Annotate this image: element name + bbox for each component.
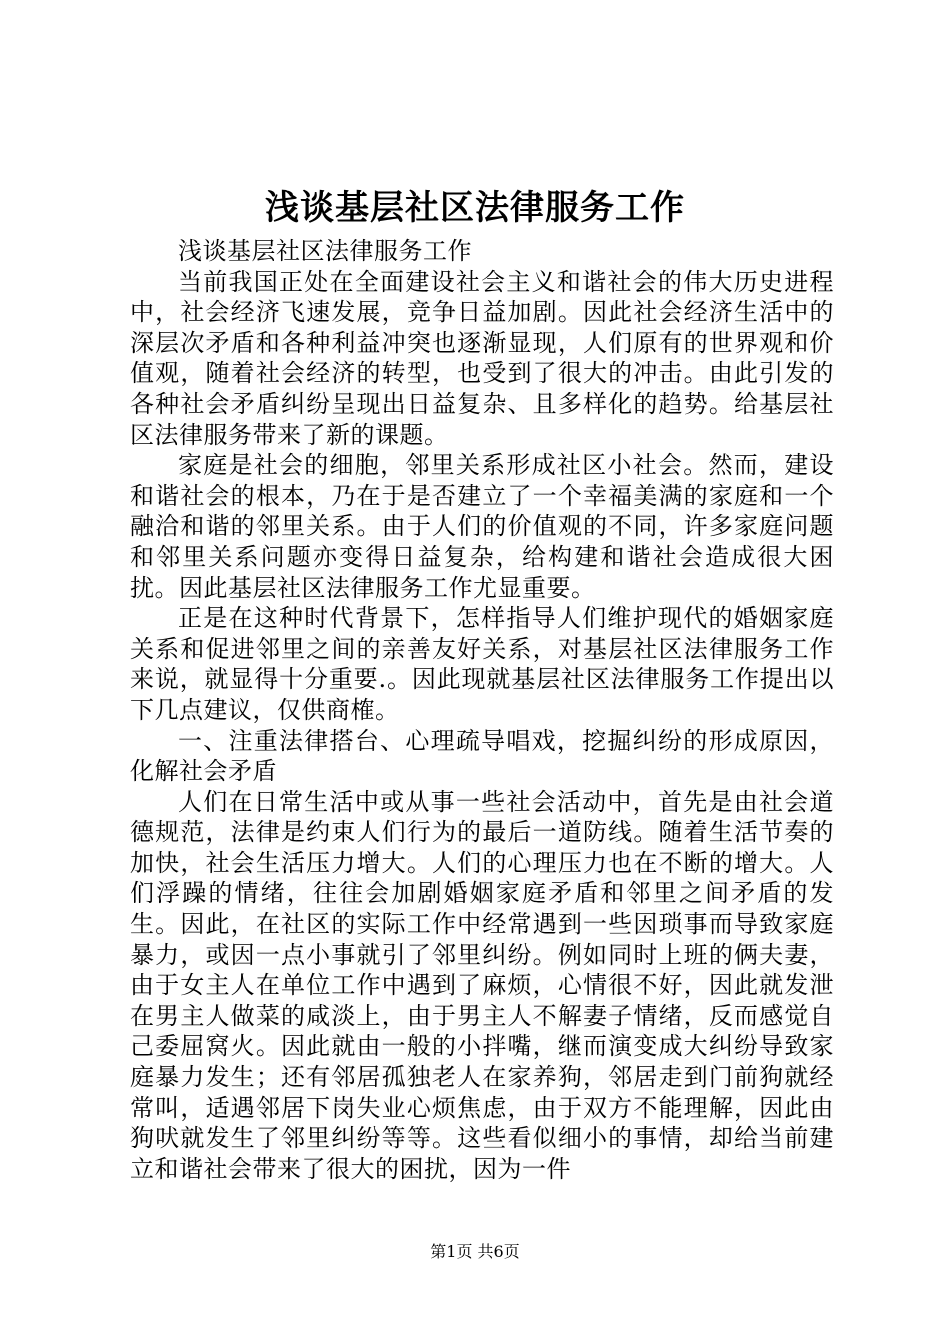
paragraph-family: 家庭是社会的细胞，邻里关系形成社区小社会。然而，建设和谐社会的根本，乃在于是否建立了一个幸福美满的家庭和一个融洽和谐的邻里关系。由于人们的价值观的不同，许多家庭问题和邻里关系问题亦变得日益复杂，给构建和谐社会造成很大困扰。因此基层社区法律服务工作尤显重要。 xyxy=(130,451,834,602)
document-body xyxy=(130,236,834,1184)
paragraph-background: 正是在这种时代背景下，怎样指导人们维护现代的婚姻家庭关系和促进邻里之间的亲善友好关系，对基层社区法律服务工作来说，就显得十分重要.。因此现就基层社区法律服务工作提出以下几点建议，仅供商榷。 xyxy=(130,604,834,724)
paragraph-subtitle: 浅谈基层社区法律服务工作 xyxy=(178,237,472,265)
section-heading-1: 一、注重法律搭台、心理疏导唱戏，挖掘纠纷的形成原因，化解社会矛盾 xyxy=(130,726,834,786)
paragraph-section-1: 人们在日常生活中或从事一些社会活动中，首先是由社会道德规范，法律是约束人们行为的最后一道防线。随着生活节奏的加快，社会生活压力增大。人们的心理压力也在不断的增大。人们浮躁的情绪，往往会加剧婚姻家庭矛盾和邻里之间矛盾的发生。因此，在社区的实际工作中经常遇到一些因琐事而导致家庭暴力，或因一点小事就引了邻里纠纷。例如同时上班的俩夫妻，由于女主人在单位工作中遇到了麻烦，心情很不好，因此就发泄在男主人做菜的咸淡上，由于男主人不解妻子情绪，反而感觉自己委屈窝火。因此就由一般的小拌嘴，继而演变成大纠纷导致家庭暴力发生；还有邻居孤独老人在家养狗，邻居走到门前狗就经常叫，适遇邻居下岗失业心烦焦虑，由于双方不能理解，因此由狗吠就发生了邻里纠纷等等。这些看似细小的事情，却给当前建立和谐社会带来了很大的困扰，因为一件 xyxy=(130,787,834,1183)
page-number-footer: 第1页 共6页 xyxy=(430,1242,520,1261)
paragraph-intro: 当前我国正处在全面建设社会主义和谐社会的伟大历史进程中，社会经济飞速发展，竞争日益加剧。因此社会经济生活中的深层次矛盾和各种利益冲突也逐渐显现，人们原有的世界观和价值观，随着社会经济的转型，也受到了很大的冲击。由此引发的各种社会矛盾纠纷呈现出日益复杂、且多样化的趋势。给基层社区法律服务带来了新的课题。 xyxy=(130,267,834,449)
document-title: 浅谈基层社区法律服务工作 xyxy=(265,188,685,228)
